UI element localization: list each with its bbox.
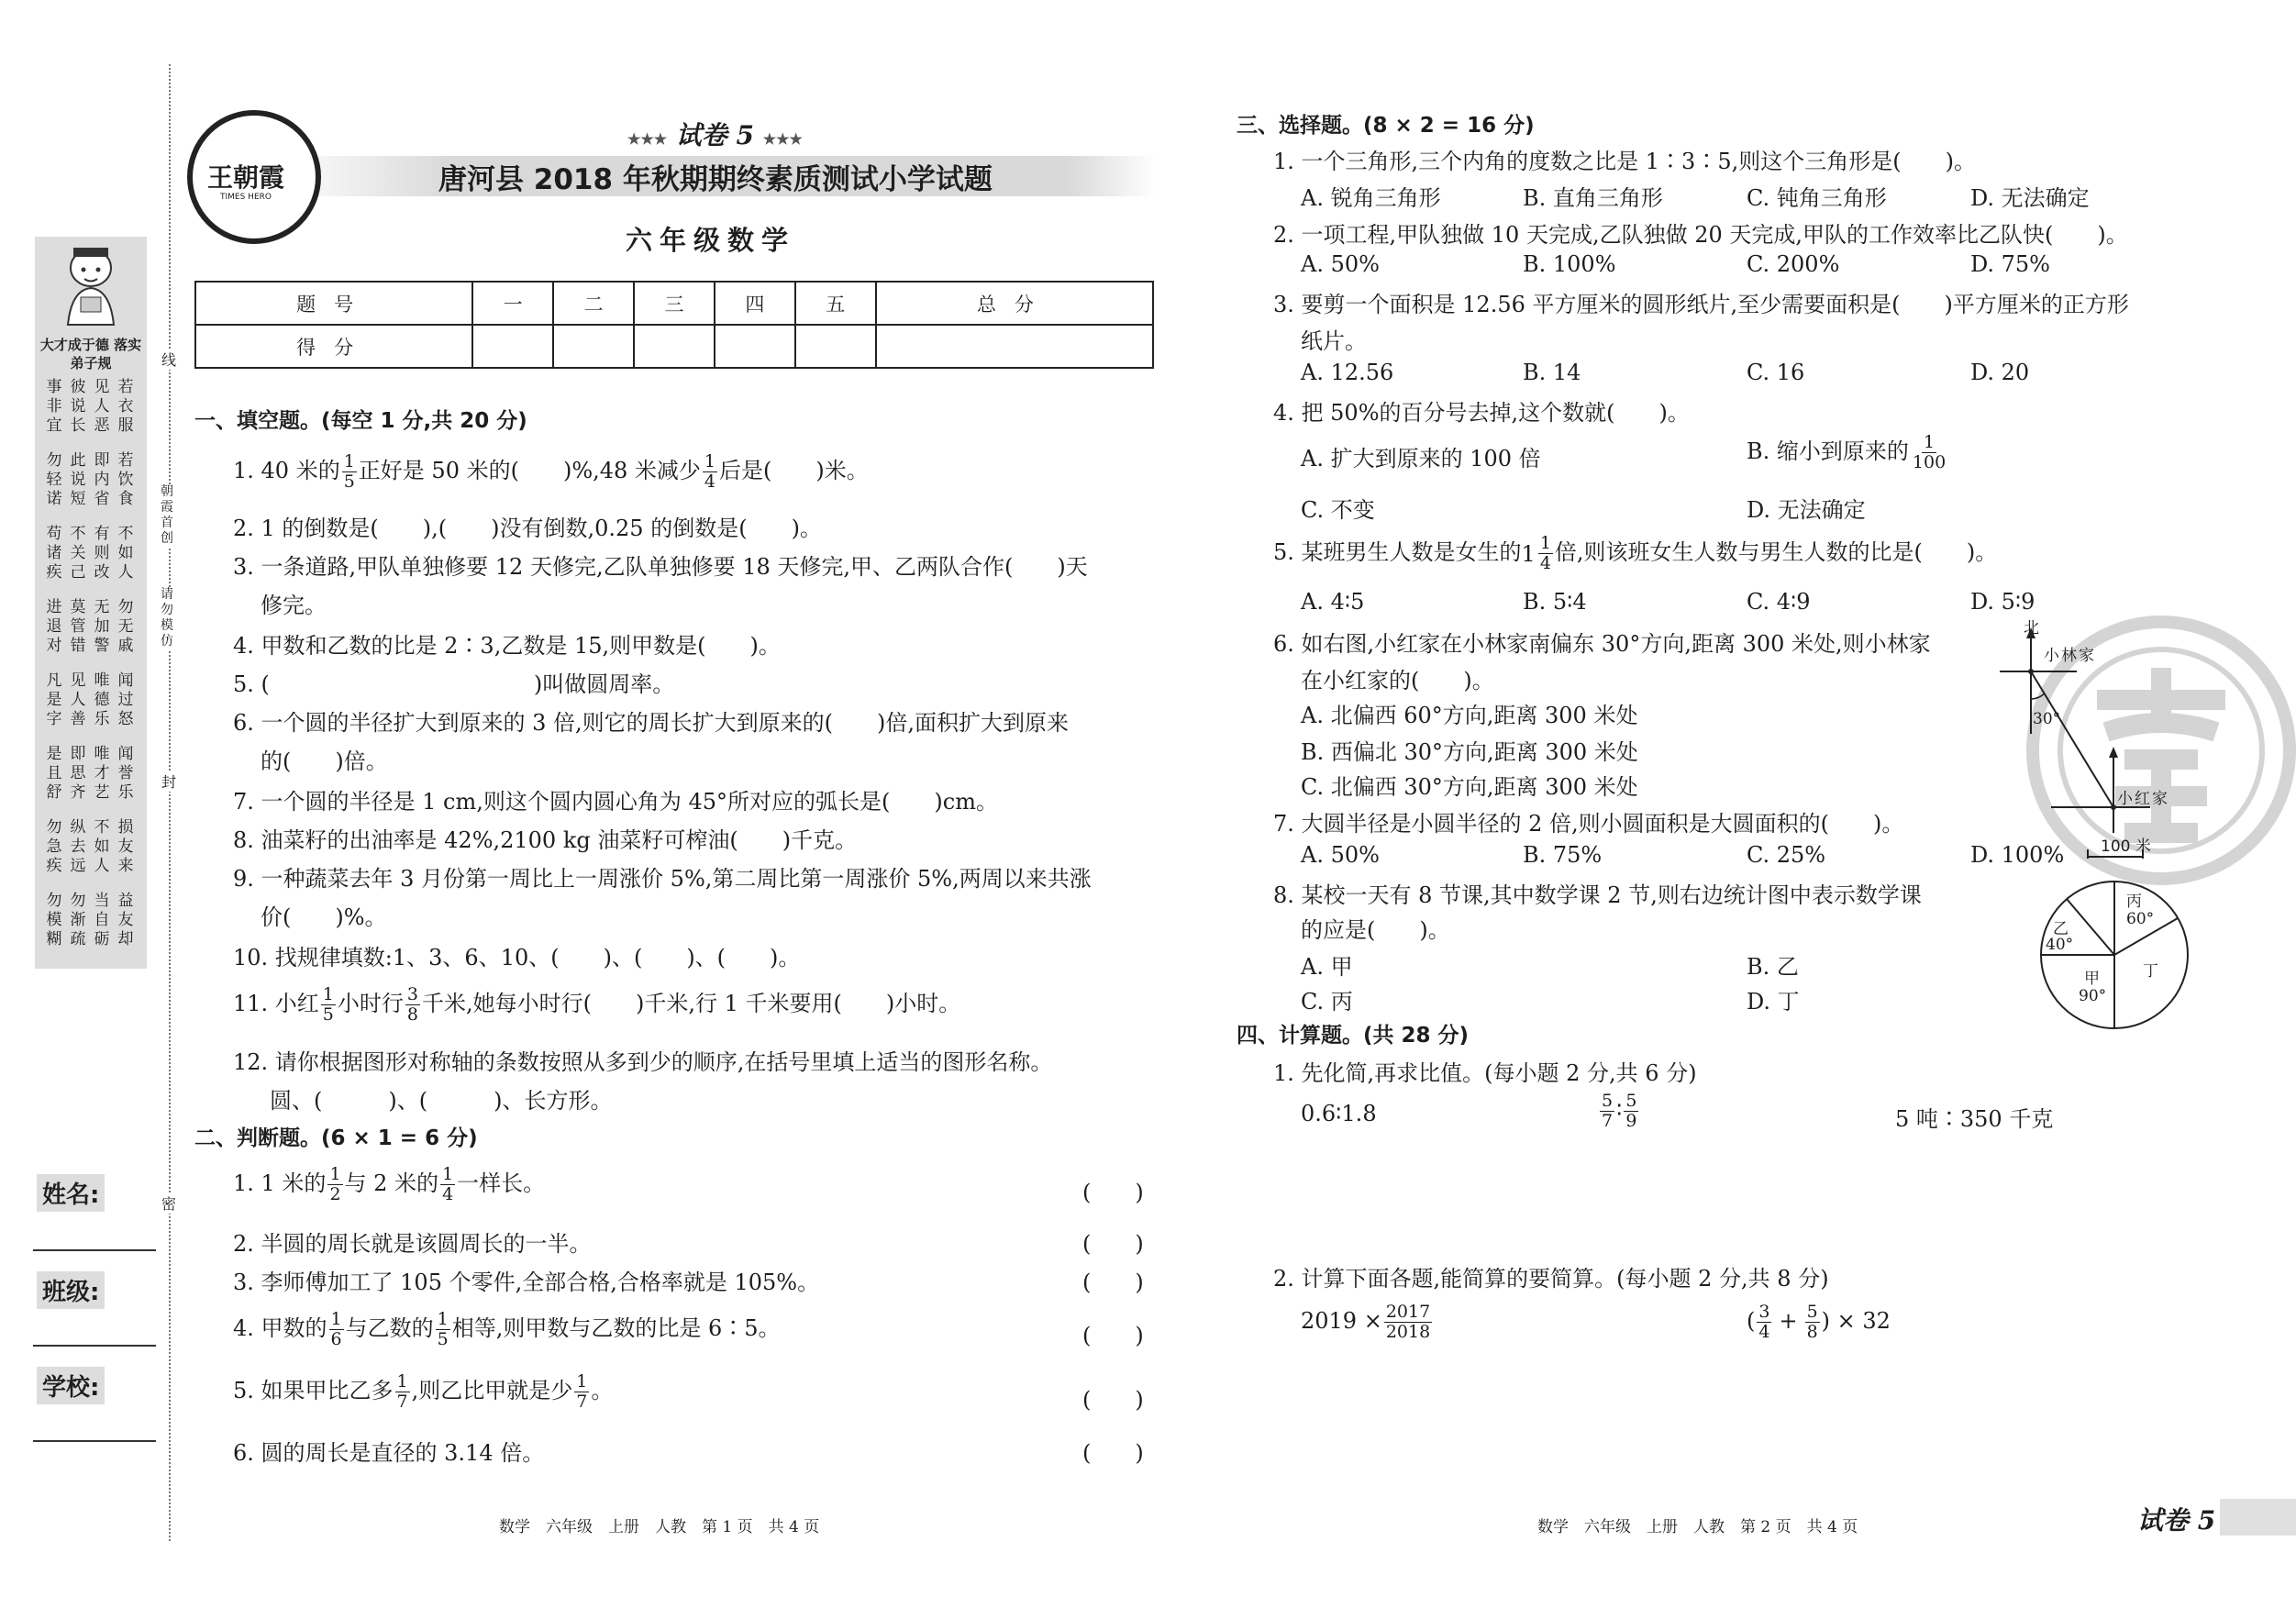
calc-q2-title: 2. 计算下面各题,能简算的要简算。(每小题 2 分,共 8 分) — [1273, 1266, 1829, 1292]
side-note-noimitation: 请勿模仿 — [161, 587, 177, 649]
text: 4. 甲数的 — [233, 1315, 327, 1341]
text: ,则乙比甲就是少 — [411, 1378, 573, 1403]
fraction — [1538, 534, 1553, 573]
calc-q1-c: 5 吨∶350 千克 — [1895, 1106, 2054, 1132]
poem-column: 若衣服 — [117, 378, 134, 435]
fill-q4: 4. 甲数和乙数的比是 2∶3,乙数是 15,则甲数是( )。 — [233, 633, 781, 659]
fraction — [1757, 1303, 1771, 1342]
calc-q2-b — [1747, 1303, 1891, 1342]
badge-stars-right: ★★★ — [762, 130, 803, 148]
fraction — [321, 985, 336, 1025]
numerator: 5 — [1806, 1302, 1818, 1322]
fraction — [440, 1165, 455, 1204]
poem-grid — [40, 378, 143, 965]
choice-q8-line1: 8. 某校一天有 8 节课,其中数学课 2 节,则右边统计图中表示数学课 — [1273, 882, 1922, 908]
text: 千米,她每小时行( )千米,行 1 千米要用( )小时。 — [421, 991, 961, 1016]
sidebar-poem-panel — [35, 237, 147, 969]
fraction — [327, 1165, 342, 1204]
judge-q2: 2. 半圆的周长就是该圆周长的一半。 — [233, 1231, 592, 1257]
plus-sign: + — [1779, 1308, 1798, 1334]
poem-column: 无加警 — [94, 598, 110, 655]
class-label: 班级: — [37, 1271, 105, 1309]
choice-q3-opt-b[interactable]: B. 14 — [1523, 360, 1581, 385]
side-note-secret: 密 — [160, 1192, 178, 1214]
poem-column: 勿急疾 — [46, 818, 62, 875]
poem-column: 勿轻诺 — [46, 451, 62, 508]
denominator: 4 — [1539, 553, 1551, 573]
choice-q4-opt-c[interactable]: C. 不变 — [1301, 497, 1375, 523]
badge-label: 试卷 5 — [675, 120, 755, 150]
choice-q8-opt-c[interactable]: C. 丙 — [1301, 989, 1353, 1015]
poem-column: 彼说长 — [70, 378, 86, 435]
denominator: 8 — [406, 1004, 418, 1025]
text: 2019 × — [1301, 1308, 1382, 1334]
fill-q10: 10. 找规律填数:1、3、6、10、( )、( )、( )。 — [233, 945, 801, 970]
numerator: 1 — [442, 1164, 454, 1184]
side-note-seal: 封 — [160, 771, 178, 792]
logo-text: 王朝霞 — [207, 162, 285, 193]
fraction — [574, 1372, 589, 1412]
numerator: 1 — [1539, 533, 1551, 553]
numerator: 1 — [343, 451, 355, 471]
score-cell[interactable] — [876, 325, 1153, 368]
numerator: 1 — [437, 1309, 449, 1329]
numerator: 1 — [322, 984, 334, 1004]
poem-column: 纵去远 — [70, 818, 86, 875]
score-cell[interactable] — [795, 325, 876, 368]
judge-answer-paren-4[interactable]: ( ) — [1082, 1323, 1144, 1348]
fraction — [703, 452, 717, 492]
binding-dotted-line — [169, 64, 171, 1541]
poem-column: 见人善 — [70, 671, 86, 728]
choice-q5-opt-a[interactable]: A. 4∶5 — [1301, 589, 1365, 615]
poem-column: 益友却 — [117, 892, 134, 948]
choice-q8-opt-d[interactable]: D. 丁 — [1747, 989, 1800, 1015]
name-field-line[interactable] — [33, 1249, 156, 1251]
denominator: 7 — [396, 1392, 408, 1412]
poem-column: 若饮食 — [117, 451, 134, 508]
poem-column: 凡是字 — [46, 671, 62, 728]
fraction — [1384, 1303, 1432, 1342]
text: 倍,则该班女生人数与男生人数的比是( )。 — [1554, 539, 1998, 565]
choice-q2-opt-c[interactable]: C. 200% — [1747, 251, 1840, 277]
poem-column: 损友来 — [117, 818, 134, 875]
fill-q6-line2: 的( )倍。 — [261, 749, 388, 774]
score-col-total: 总分 — [876, 282, 1153, 325]
poem-column: 勿渐疏 — [70, 892, 86, 948]
choice-q3-opt-c[interactable]: C. 16 — [1747, 360, 1805, 385]
school-label: 学校: — [37, 1367, 105, 1404]
score-cell[interactable] — [715, 325, 795, 368]
scholar-cartoon-icon — [35, 240, 147, 332]
exam-title: 唐河县 2018 年秋期期终素质测试小学试题 — [438, 163, 993, 196]
choice-q7-opt-a[interactable]: A. 50% — [1301, 842, 1380, 868]
choice-q5-opt-c[interactable]: C. 4∶9 — [1747, 589, 1811, 615]
map-xiaolin-label: 小林家 — [2044, 647, 2096, 665]
score-cell[interactable] — [634, 325, 715, 368]
numerator: 1 — [329, 1164, 341, 1184]
choice-q6-line1: 6. 如右图,小红家在小林家南偏东 30°方向,距离 300 米处,则小林家 — [1273, 631, 1931, 657]
calc-q2-a — [1301, 1303, 1434, 1342]
sidebar-motto: 大才成于德 落实弟子规 — [39, 337, 142, 372]
text: 5. 某班男生人数是女生的 — [1273, 539, 1522, 565]
mixed-number — [1522, 534, 1555, 573]
fraction — [1911, 433, 1947, 472]
fraction — [1624, 1092, 1638, 1131]
side-note-original: 朝霞首创 — [161, 484, 177, 547]
section-calc-title: 四、计算题。(共 28 分) — [1237, 1024, 1470, 1048]
poem-column: 见人恶 — [94, 378, 110, 435]
text: 正好是 50 米的( )%,48 米减少 — [358, 458, 701, 483]
choice-q7-opt-c[interactable]: C. 25% — [1747, 842, 1826, 868]
calc-q1-b — [1598, 1092, 1640, 1131]
path-line — [2031, 671, 2113, 807]
map-angle-label: 30° — [2033, 710, 2061, 728]
logo-subtext: TIMES HERO — [220, 193, 272, 202]
fill-q5: 5. ( )叫做圆周率。 — [233, 671, 675, 697]
choice-q8-line2: 的应是( )。 — [1301, 917, 1450, 943]
judge-q4 — [233, 1310, 781, 1349]
choice-q3-line2: 纸片。 — [1301, 328, 1367, 354]
poem-column: 不如人 — [117, 525, 134, 582]
logo-seal — [187, 110, 321, 244]
score-label-score: 得分 — [195, 325, 472, 368]
fraction — [1805, 1303, 1820, 1342]
poem-column: 不关己 — [70, 525, 86, 582]
score-cell[interactable] — [553, 325, 634, 368]
numerator: 3 — [1758, 1302, 1770, 1322]
text: B. 缩小到原来的 — [1747, 438, 1909, 464]
score-table-header-row — [195, 282, 1153, 325]
pie-label-bing: 丙 — [2126, 893, 2142, 911]
choice-q3-opt-a[interactable]: A. 12.56 — [1301, 360, 1394, 385]
judge-answer-paren-3[interactable]: ( ) — [1082, 1270, 1144, 1295]
pie-label-jia-deg: 90° — [2079, 987, 2107, 1005]
choice-q7-opt-d[interactable]: D. 100% — [1970, 842, 2065, 868]
poem-column: 唯德乐 — [94, 671, 110, 728]
choice-q6-opt-b[interactable]: B. 西偏北 30°方向,距离 300 米处 — [1301, 739, 1638, 765]
xiaohong-point — [2111, 804, 2116, 810]
numerator: 1 — [576, 1371, 588, 1392]
paper-badge — [627, 116, 803, 152]
fill-q3-line2: 修完。 — [261, 593, 327, 618]
numerator: 1 — [1923, 432, 1936, 452]
poem-column: 闻誉乐 — [117, 745, 134, 802]
denominator: 100 — [1912, 452, 1947, 472]
choice-q2: 2. 一项工程,甲队独做 10 天完成,乙队独做 20 天完成,甲队的工作效率比乙队快( )。 — [1273, 222, 2128, 248]
school-field-line[interactable] — [33, 1440, 156, 1442]
poem-column: 当自砺 — [94, 892, 110, 948]
course-pie-chart — [2036, 877, 2192, 1033]
numerator: 1 — [704, 451, 716, 471]
numerator: 3 — [406, 984, 418, 1004]
denominator: 8 — [1806, 1322, 1818, 1342]
fill-q3-line1: 3. 一条道路,甲队单独修要 12 天修完,乙队单独修要 18 天修完,甲、乙两队合作( )天 — [233, 554, 1088, 580]
ratio-sign: ∶ — [1616, 1097, 1623, 1123]
calc-q1-a: 0.6∶1.8 — [1301, 1101, 1377, 1126]
map-north-label: 北 — [2024, 619, 2039, 638]
poem-column: 事非宜 — [46, 378, 62, 435]
judge-answer-paren-1[interactable]: ( ) — [1082, 1180, 1144, 1205]
fraction — [405, 985, 420, 1025]
score-col-1: 一 — [472, 282, 553, 325]
choice-q1-opt-a[interactable]: A. 锐角三角形 — [1301, 185, 1441, 211]
fill-q2: 2. 1 的倒数是( ),( )没有倒数,0.25 的倒数是( )。 — [233, 516, 822, 541]
pie-label-yi: 乙 — [2053, 920, 2069, 938]
choice-q1-opt-d[interactable]: D. 无法确定 — [1970, 185, 2090, 211]
choice-q6-opt-c[interactable]: C. 北偏西 30°方向,距离 300 米处 — [1301, 774, 1638, 800]
section-choice-title: 三、选择题。(8 × 2 = 16 分) — [1237, 114, 1535, 138]
badge-stars-left: ★★★ — [627, 130, 668, 148]
choice-q5 — [1273, 534, 1997, 573]
choice-q2-opt-d[interactable]: D. 75% — [1970, 251, 2050, 277]
choice-q1: 1. 一个三角形,三个内角的度数之比是 1∶3∶5,则这个三角形是( )。 — [1273, 149, 1976, 174]
score-table-score-row — [195, 325, 1153, 368]
denominator: 7 — [576, 1392, 588, 1412]
score-label-question: 题号 — [195, 282, 472, 325]
corner-badge-bar — [2220, 1499, 2296, 1536]
fill-q9-line2: 价( )%。 — [261, 904, 387, 930]
text: 相等,则甲数与乙数的比是 6∶5。 — [451, 1315, 781, 1341]
judge-answer-paren-6[interactable]: ( ) — [1082, 1440, 1144, 1466]
poem-column: 唯才艺 — [94, 745, 110, 802]
choice-q1-opt-b[interactable]: B. 直角三角形 — [1523, 185, 1663, 211]
poem-column: 勿模糊 — [46, 892, 62, 948]
choice-q3-opt-d[interactable]: D. 20 — [1970, 360, 2030, 385]
poem-column: 勿无戚 — [117, 598, 134, 655]
whole: 1 — [1521, 540, 1536, 567]
section-judge-title: 二、判断题。(6 × 1 = 6 分) — [194, 1126, 478, 1150]
choice-q8-opt-b[interactable]: B. 乙 — [1747, 954, 1799, 980]
section-fill-blank-title: 一、填空题。(每空 1 分,共 20 分) — [194, 409, 527, 433]
text: 与 2 米的 — [344, 1170, 439, 1196]
poem-column: 即思齐 — [70, 745, 86, 802]
corner-badge-label: 试卷 5 — [2137, 1505, 2216, 1536]
denominator: 5 — [343, 471, 355, 492]
text: 一样长。 — [457, 1170, 546, 1196]
poem-column: 不如人 — [94, 818, 110, 875]
choice-q4-opt-d[interactable]: D. 无法确定 — [1747, 497, 1866, 523]
class-field-line[interactable] — [33, 1345, 156, 1347]
map-xiaohong-label: 小红家 — [2117, 790, 2169, 808]
numerator: 2017 — [1385, 1302, 1431, 1322]
side-note-line: 线 — [160, 349, 178, 370]
left-page-footer: 数学 六年级 上册 人教 第 1 页 共 4 页 — [499, 1518, 820, 1536]
poem-column: 即内省 — [94, 451, 110, 508]
choice-q5-opt-d[interactable]: D. 5∶9 — [1970, 589, 2035, 615]
score-cell[interactable] — [472, 325, 553, 368]
text: 小时行 — [337, 991, 404, 1016]
choice-q2-opt-a[interactable]: A. 50% — [1301, 251, 1380, 277]
score-col-2: 二 — [553, 282, 634, 325]
fill-q6-line1: 6. 一个圆的半径扩大到原来的 3 倍,则它的周长扩大到原来的( )倍,面积扩大到原来 — [233, 710, 1070, 736]
denominator: 9 — [1625, 1111, 1637, 1131]
denominator: 4 — [704, 471, 716, 492]
pie-label-ding: 丁 — [2143, 962, 2158, 981]
map-scale-label: 100 米 — [2101, 837, 2151, 856]
choice-q7-opt-b[interactable]: B. 75% — [1523, 842, 1603, 868]
choice-q1-opt-c[interactable]: C. 钝角三角形 — [1747, 185, 1887, 211]
denominator: 7 — [1602, 1111, 1614, 1131]
score-col-4: 四 — [715, 282, 795, 325]
denominator: 2018 — [1385, 1322, 1431, 1342]
poem-column: 是且舒 — [46, 745, 62, 802]
choice-q3-line1: 3. 要剪一个面积是 12.56 平方厘米的圆形纸片,至少需要面积是( )平方厘米的正方形 — [1273, 292, 2129, 317]
denominator: 5 — [437, 1329, 449, 1349]
fill-q7: 7. 一个圆的半径是 1 cm,则这个圆内圆心角为 45°所对应的弧长是( )cm。 — [233, 789, 998, 815]
calc-q1-title: 1. 先化简,再求比值。(每小题 2 分,共 6 分) — [1273, 1060, 1697, 1086]
fraction — [436, 1310, 450, 1349]
choice-q2-opt-b[interactable]: B. 100% — [1523, 251, 1616, 277]
pie-label-jia: 甲 — [2084, 970, 2100, 988]
poem-column: 莫管错 — [70, 598, 86, 655]
judge-answer-paren-5[interactable]: ( ) — [1082, 1387, 1144, 1413]
north-arrow-head-2 — [2109, 747, 2118, 758]
numerator: 5 — [1625, 1091, 1637, 1111]
text: 1. 40 米的 — [233, 458, 340, 483]
text: 11. 小红 — [233, 991, 319, 1016]
right-page-footer: 数学 六年级 上册 人教 第 2 页 共 4 页 — [1537, 1518, 1858, 1536]
poem-column: 苟诸疾 — [46, 525, 62, 582]
angle-arc — [2031, 693, 2045, 699]
choice-q5-opt-b[interactable]: B. 5∶4 — [1523, 589, 1587, 615]
poem-column: 闻过怒 — [117, 671, 134, 728]
denominator: 4 — [442, 1184, 454, 1204]
fill-q12-line2: 圆、( )、( )、长方形。 — [270, 1088, 613, 1114]
poem-column: 有则改 — [94, 525, 110, 582]
judge-q1 — [233, 1165, 545, 1204]
judge-q6: 6. 圆的周长是直径的 3.14 倍。 — [233, 1440, 545, 1466]
pie-label-yi-deg: 40° — [2046, 936, 2074, 954]
choice-q4: 4. 把 50%的百分号去掉,这个数就( )。 — [1273, 400, 1690, 426]
fraction — [329, 1310, 344, 1349]
score-col-5: 五 — [795, 282, 876, 325]
denominator: 4 — [1758, 1322, 1770, 1342]
exam-subtitle: 六年级数学 — [626, 225, 796, 256]
fraction — [395, 1372, 410, 1412]
choice-q7: 7. 大圆半径是小圆半径的 2 倍,则小圆面积是大圆面积的( )。 — [1273, 811, 1904, 837]
text: 。 — [591, 1378, 614, 1403]
fill-q8: 8. 油菜籽的出油率是 42%,2100 kg 油菜籽可榨油( )千克。 — [233, 827, 858, 853]
name-label: 姓名: — [37, 1174, 105, 1212]
text: ) × 32 — [1821, 1308, 1891, 1334]
text: 5. 如果甲比乙多 — [233, 1378, 394, 1403]
judge-answer-paren-2[interactable]: ( ) — [1082, 1231, 1144, 1257]
poem-column: 此说短 — [70, 451, 86, 508]
fill-q11 — [233, 985, 960, 1025]
choice-q6-line2: 在小红家的( )。 — [1301, 668, 1494, 693]
text: 与乙数的 — [345, 1315, 434, 1341]
numerator: 1 — [330, 1309, 342, 1329]
choice-q6-opt-a[interactable]: A. 北偏西 60°方向,距离 300 米处 — [1301, 703, 1638, 728]
denominator: 5 — [322, 1004, 334, 1025]
paren: ( — [1747, 1308, 1756, 1334]
denominator: 6 — [330, 1329, 342, 1349]
fraction — [1600, 1092, 1614, 1131]
score-table — [194, 281, 1154, 369]
text: 后是( )米。 — [719, 458, 869, 483]
judge-q3: 3. 李师傅加工了 105 个零件,全部合格,合格率就是 105%。 — [233, 1270, 820, 1295]
fill-q1 — [233, 452, 869, 492]
poem-column: 进退对 — [46, 598, 62, 655]
choice-q4-opt-a[interactable]: A. 扩大到原来的 100 倍 — [1301, 446, 1541, 471]
numerator: 5 — [1602, 1091, 1614, 1111]
denominator: 2 — [329, 1184, 341, 1204]
fill-q12-line1: 12. 请你根据图形对称轴的条数按照从多到少的顺序,在括号里填上适当的图形名称。 — [233, 1049, 1053, 1075]
fraction — [342, 452, 357, 492]
text: 1. 1 米的 — [233, 1170, 327, 1196]
choice-q8-opt-a[interactable]: A. 甲 — [1301, 954, 1353, 980]
fill-q9-line1: 9. 一种蔬菜去年 3 月份第一周比上一周涨价 5%,第二周比第一周涨价 5%,两周以来共涨 — [233, 866, 1092, 892]
pie-label-bing-deg: 60° — [2126, 910, 2155, 928]
choice-q4-opt-b[interactable] — [1747, 433, 1949, 472]
judge-q5 — [233, 1372, 613, 1412]
numerator: 1 — [396, 1371, 408, 1392]
score-col-3: 三 — [634, 282, 715, 325]
